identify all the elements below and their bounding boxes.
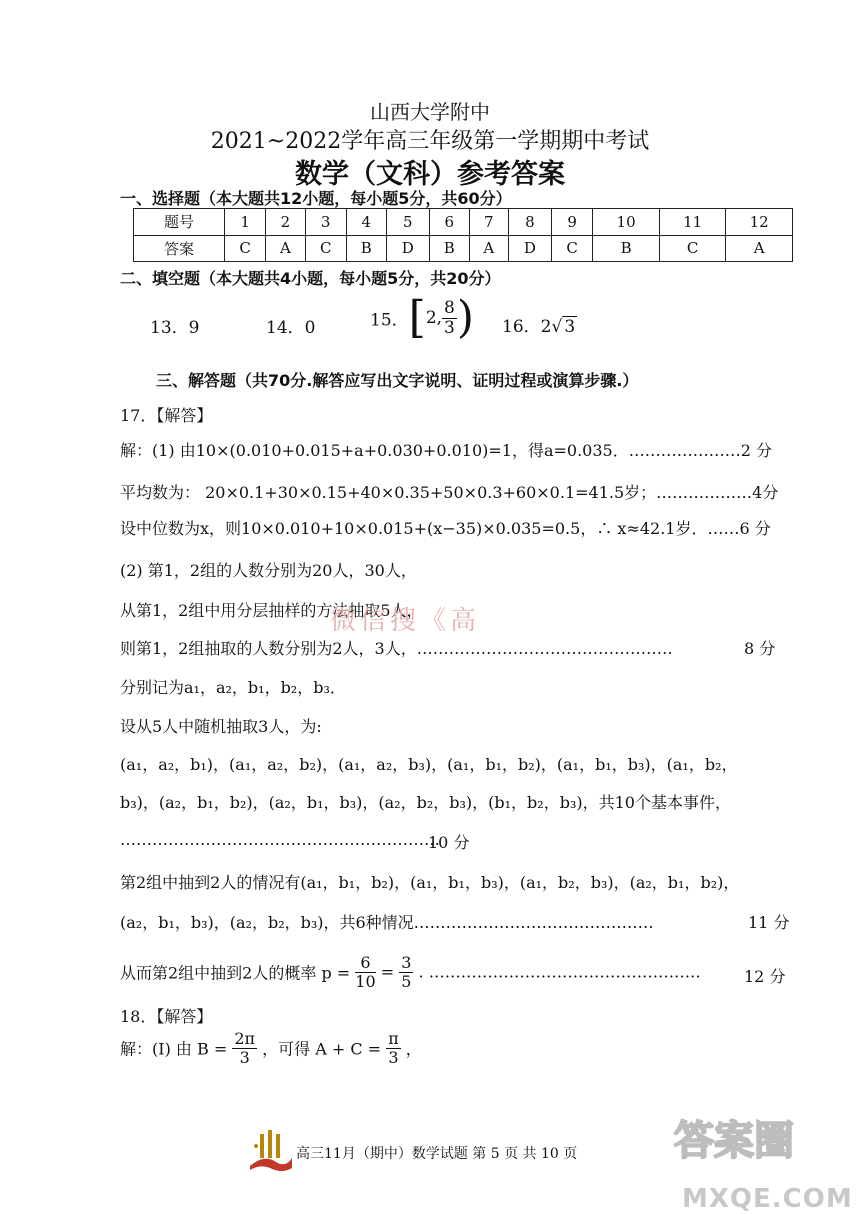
question-cell: 4	[346, 209, 386, 236]
question-cell: 12	[726, 209, 793, 236]
answer-cell: B	[429, 235, 469, 262]
denominator: 5	[401, 971, 412, 991]
question-cell: 7	[469, 209, 508, 236]
answer-row	[134, 235, 793, 262]
question-cell: 5	[386, 209, 429, 236]
question-row	[134, 209, 793, 236]
equals-sign: =	[380, 962, 395, 982]
section2-title: 二、填空题（本大题共4小题，每小题5分，共20分）	[120, 269, 501, 288]
answer-cell: B	[593, 235, 660, 262]
watermark: 微信搜《高	[330, 606, 481, 636]
section3-title: 三、解答题（共70分.解答应写出文字说明、证明过程或演算步骤.）	[156, 371, 639, 390]
denominator: 3	[444, 317, 455, 338]
numerator: 3	[401, 953, 412, 972]
numerator: 6	[355, 954, 375, 973]
fill-answer-15-left: 2,	[425, 308, 443, 328]
right-paren: )	[456, 292, 475, 343]
question-cell: 10	[593, 209, 660, 236]
fill-answer-16: 16．2√ 3	[502, 317, 576, 337]
question-cell: 1	[225, 209, 266, 236]
answer-cell: D	[508, 235, 551, 262]
fill-answer-16-coef: 2	[540, 317, 552, 337]
fraction	[399, 954, 413, 990]
question-cell: 11	[659, 209, 726, 236]
q17-line-11: ……………………………………………………	[120, 830, 440, 849]
left-bracket: [	[408, 292, 426, 343]
answer-cell: C	[552, 235, 593, 262]
score-12: 12 分	[744, 967, 786, 986]
q17-heading: 17．【解答】	[120, 406, 213, 425]
numerator: 2π	[234, 1029, 256, 1048]
fraction	[386, 1030, 401, 1066]
question-cell: 3	[305, 209, 346, 236]
score-10: 10 分	[428, 833, 470, 852]
fill-answer-13: 13．9	[150, 318, 200, 338]
answer-cell: A	[266, 235, 305, 262]
fill-answer-15-label: 15．	[370, 310, 409, 331]
q17-line-4: (2) 第1，2组的人数分别为20人，30人，	[120, 561, 417, 580]
answer-cell: C	[225, 235, 266, 262]
answer-table	[133, 208, 793, 262]
denominator: 10	[355, 971, 376, 991]
fraction	[232, 1030, 257, 1066]
question-row-label: 题号	[134, 209, 225, 236]
fill-answer-16-label: 16．	[502, 317, 541, 337]
q17-line-5: 从第1，2组中用分层抽样的方法抽取5人，	[120, 601, 423, 620]
numerator: 8	[444, 297, 455, 318]
subject-title: 数学（文科）参考答案	[295, 159, 565, 190]
fraction	[442, 299, 457, 337]
answer-cell: A	[469, 235, 508, 262]
q18-heading: 18．【解答】	[120, 1007, 213, 1026]
q17-line-2: 平均数为： 20×0.1+30×0.15+40×0.35+50×0.3+60×0.1=41.5岁；………………4分	[120, 483, 779, 502]
question-cell: 8	[508, 209, 551, 236]
answer-cell: A	[726, 235, 793, 262]
q17-line-1: 解：(1) 由10×(0.010+0.015+a+0.030+0.010)=1，得a=0.035．…………………2 分	[120, 441, 772, 460]
answer-circle-stamp-icon	[668, 1110, 848, 1180]
site-watermark: MXQE.COM	[682, 1184, 853, 1214]
fill-answer-14: 14．0	[266, 318, 316, 338]
score-8: 8 分	[744, 639, 776, 658]
question-cell: 6	[429, 209, 469, 236]
numerator: π	[388, 1029, 399, 1048]
score-11: 11 分	[748, 913, 790, 932]
q17-line-9: (a₁，a₂，b₁)，(a₁，a₂，b₂)，(a₁，a₂，b₃)，(a₁，b₁，b₂)，(a₁，b₁，b₃)，(a₁，b₂，	[120, 755, 738, 774]
q17-line-6: 则第1，2组抽取的人数分别为2人，3人，…………………………………………	[120, 639, 673, 658]
q17-line-12: 第2组中抽到2人的情况有(a₁，b₁，b₂)，(a₁，b₁，b₃)，(a₁，b₂，b₃)，(a₂，b₁，b₂)，	[120, 873, 740, 892]
exam-title: 2021~2022学年高三年级第一学期期中考试	[210, 129, 650, 154]
q18-line-1-middle: ，可得 A + C =	[262, 1039, 382, 1059]
radicand: 3	[564, 317, 576, 337]
section1-title: 一、选择题（本大题共12小题，每小题5分，共60分）	[120, 189, 512, 208]
q17-line-3: 设中位数为x，则10×0.010+10×0.015+(x−35)×0.035=0.5，∴ x≈42.1岁．……6 分	[120, 519, 771, 538]
question-cell: 2	[266, 209, 305, 236]
q18-line-1-end: ，	[405, 1039, 422, 1059]
denominator: 3	[239, 1047, 250, 1067]
school-name: 山西大学附中	[370, 100, 490, 124]
stamp-text: 答案圈	[674, 1118, 794, 1164]
q17-line-10: b₃)，(a₂，b₁，b₂)，(a₂，b₁，b₃)，(a₂，b₂，b₃)，(b₁，b₂，b₃)，共10个基本事件，	[120, 793, 731, 812]
answer-row-label: 答案	[134, 235, 225, 262]
denominator: 3	[388, 1047, 399, 1067]
fill-answer-15	[370, 292, 475, 343]
question-cell: 9	[552, 209, 593, 236]
fraction	[355, 954, 375, 990]
dot-leader: . ……………………………………………	[418, 962, 701, 982]
answer-cell: C	[305, 235, 346, 262]
answer-cell: D	[386, 235, 429, 262]
answer-cell: C	[659, 235, 726, 262]
q18-line-1-prefix: 解：(Ⅰ) 由 B =	[120, 1039, 228, 1059]
answer-cell: B	[346, 235, 386, 262]
page-footer: 高三11月（期中）数学试题 第 5 页 共 10 页	[296, 1146, 578, 1162]
q17-line-14-prefix: 从而第2组中抽到2人的概率 p =	[120, 963, 351, 983]
q17-line-13: (a₂，b₁，b₃)，(a₂，b₂，b₃)，共6种情况………………………………………	[120, 913, 654, 932]
q17-line-8: 设从5人中随机抽取3人，为:	[120, 717, 322, 736]
q17-line-7: 分别记为a₁，a₂，b₁，b₂，b₃．	[120, 678, 346, 697]
q18-line-1	[120, 1030, 422, 1066]
school-logo-icon	[246, 1128, 294, 1172]
q17-line-14	[120, 954, 701, 990]
